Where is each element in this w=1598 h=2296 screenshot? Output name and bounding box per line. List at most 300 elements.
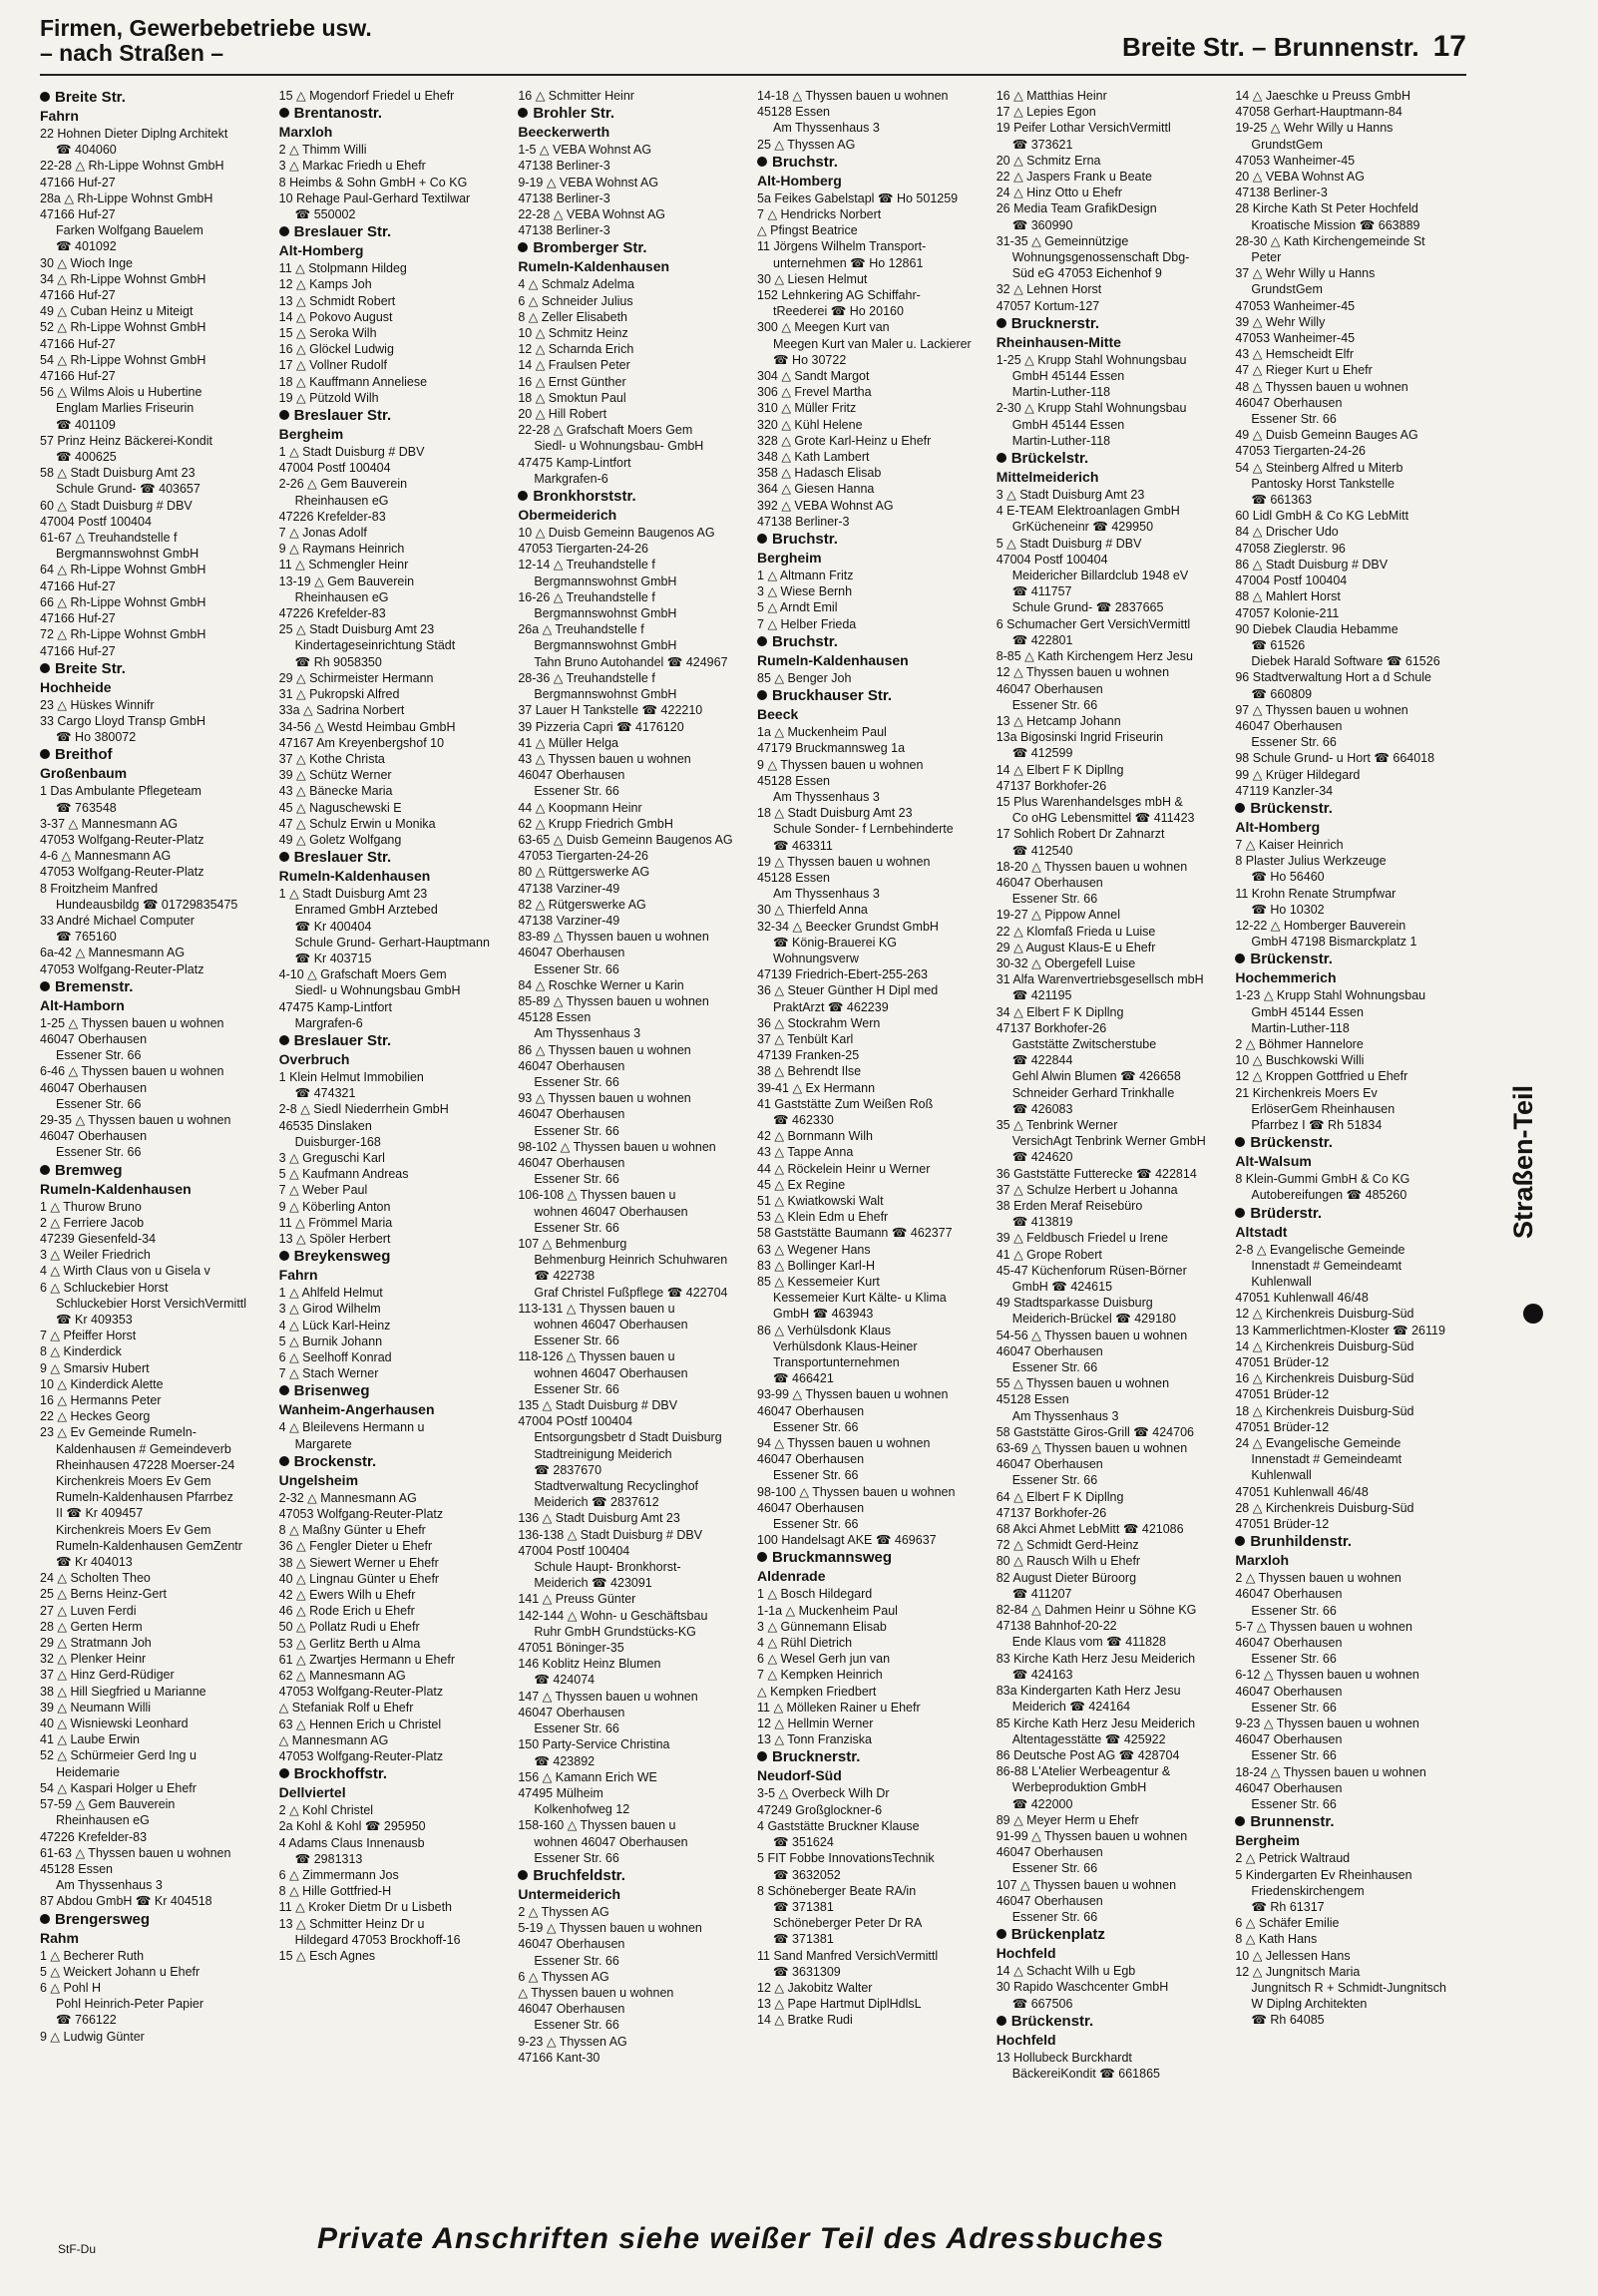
directory-entry: PraktArzt ☎ 462239 [773,999,889,1014]
directory-entry: 86 △ Stadt Duisburg # DBV [1235,557,1389,572]
street-heading [1235,1204,1466,1223]
directory-entry: 20 △ Hill Robert [518,407,607,422]
directory-entry: Pfarrbez I ☎ Rh 51834 [1251,1117,1383,1132]
directory-entry: ☎ 2981313 [294,1851,363,1866]
directory-entry: 30 △ Wioch Inge [40,255,133,270]
directory-entry: 10 △ Schmitz Heinz [518,326,628,341]
directory-entry: 16-26 △ Treuhandstelle f [518,589,655,604]
directory-entry: 26a △ Treuhandstelle f [518,622,644,637]
district-name: Fahrn [40,108,79,124]
directory-entry: Transportunternehmen [773,1355,900,1370]
directory-entry: Englam Marlies Friseurin [56,401,195,416]
directory-entry: ☎ 463311 [773,838,833,853]
directory-entry: Rumeln-Kaldenhausen GemZentr [56,1538,242,1553]
directory-entry: ☎ 411207 [1011,1586,1072,1601]
directory-entry: 30 △ Thierfeld Anna [757,903,868,918]
directory-entry: 29 △ August Klaus-E u Ehefr [996,940,1156,955]
directory-entry: 47053 Tiergarten-24-26 [518,849,648,864]
directory-entry: 14 △ Fraulsen Peter [518,358,630,373]
street-name: Brückelstr. [1010,450,1089,468]
street-section [279,1452,511,1764]
directory-entry: 47004 Postf 100404 [1235,574,1348,588]
directory-entry: GrundstGem [1251,282,1323,297]
directory-column [757,88,989,2212]
directory-entry: Peter [1251,250,1282,265]
directory-entry: 364 △ Giesen Hanna [757,482,875,497]
directory-entry: 26 Media Team GrafikDesign [996,201,1157,216]
directory-entry: 53 △ Gerlitz Berth u Alma [278,1636,421,1651]
street-name: Brückenstr. [1250,799,1333,817]
directory-entry: 31 Alfa Warenvertriebsgesellsch mbH [996,972,1204,987]
directory-entry: 19 Peifer Lothar VersichVermittl [996,121,1171,136]
district-name: Marxloh [278,124,333,141]
directory-entry: 4 △ Bleilevens Hermann u [278,1420,425,1435]
directory-entry: 45128 Essen [996,1392,1069,1407]
directory-entry: 22 Hohnen Dieter Diplng Architekt [40,127,228,141]
directory-entry: 5 Kindergarten Ev Rheinhausen [1235,1867,1412,1882]
directory-entry: 88 △ Mahlert Horst [1235,589,1341,604]
directory-entry: 5 △ Weickert Johann u Ehefr [40,1964,200,1979]
directory-entry: Kuhlenwall [1251,1468,1312,1483]
directory-entry: ☎ 2837670 [534,1462,602,1477]
directory-entry: 47053 Wolfgang-Reuter-Platz [40,865,204,880]
directory-entry: 328 △ Grote Karl-Heinz u Ehefr [757,433,932,448]
directory-entry: Kroatische Mission ☎ 663889 [1251,217,1420,232]
bullet-icon [997,453,1006,463]
directory-entry: 9 △ Köberling Anton [278,1199,391,1214]
directory-entry: GmbH 45144 Essen [1011,417,1125,432]
street-heading [1235,1812,1466,1831]
directory-entry: Enramed GmbH Arztebed [294,903,438,918]
directory-entry: 46047 Oberhausen [518,1058,625,1073]
directory-entry: 25 △ Stadt Duisburg Amt 23 [278,622,435,637]
directory-entry: 4 △ Wirth Claus von u Gisela v [40,1264,210,1279]
directory-entry: Am Thyssenhaus 3 [534,1026,641,1041]
street-heading [997,449,1228,468]
directory-entry: 46047 Oberhausen [757,1500,865,1515]
directory-entry: 48 △ Thyssen bauen u wohnen [1235,379,1408,394]
directory-entry: 9-23 △ Thyssen bauen u wohnen [1235,1717,1419,1731]
directory-entry: GmbH 45144 Essen [1251,1004,1364,1019]
directory-entry: 25 △ Berns Heinz-Gert [40,1587,168,1602]
directory-entry: 10 △ Kinderdick Alette [40,1376,164,1391]
directory-entry: 3 △ Weiler Friedrich [40,1248,151,1263]
directory-entry: 83a Kindergarten Kath Herz Jesu [996,1684,1181,1699]
directory-entry: 46047 Oberhausen [996,681,1103,696]
directory-entry: 12 △ Thyssen bauen u wohnen [996,665,1170,680]
directory-entry: Schule Grund- ☎ 2837665 [1011,600,1164,615]
district-name: Alt-Hamborn [40,996,125,1013]
directory-entry: 141 △ Preuss Günter [518,1592,636,1607]
bullet-icon [757,1552,767,1562]
directory-entry: 2-8 △ Evangelische Gemeinde [1235,1242,1405,1257]
directory-entry: 47051 Kuhlenwall 46/48 [1235,1291,1369,1306]
directory-entry: 47119 Kanzler-34 [1235,783,1334,798]
directory-entry: Kuhlenwall [1251,1275,1312,1289]
directory-entry: 13 Kammerlichtmen-Kloster ☎ 26119 [1235,1323,1445,1338]
directory-entry: 54 △ Rh-Lippe Wohnst GmbH [40,352,206,367]
directory-entry: 64 △ Elbert F K Dipllng [996,1489,1124,1504]
directory-entry: 57-59 △ Gem Bauverein [40,1797,176,1812]
directory-entry: 42 △ Bornmann Wilh [757,1129,873,1144]
street-name: Brückenstr. [1010,2012,1094,2030]
directory-entry: 52 △ Schürmeier Gerd Ing u [40,1748,197,1763]
directory-entry: Autobereifungen ☎ 485260 [1251,1188,1407,1203]
directory-entry: 135 △ Stadt Duisburg # DBV [518,1398,678,1413]
district-name: Neudorf-Süd [757,1767,842,1784]
directory-entry: 46047 Oberhausen [518,768,625,783]
directory-entry: 62 △ Krupp Friedrich GmbH [518,816,673,831]
directory-entry: 38 △ Siewert Werner u Ehefr [278,1555,439,1570]
street-section [1235,1532,1466,1812]
directory-entry: GmbH 47198 Bismarckplatz 1 [1251,935,1417,950]
directory-entry: Essener Str. 66 [1011,1909,1098,1924]
directory-entry: 43 △ Tappe Anna [757,1145,854,1160]
directory-entry: Pantosky Horst Tankstelle [1251,476,1395,491]
directory-entry: 39 △ Feldbusch Friedel u Irene [996,1231,1168,1246]
directory-entry: 5 △ Burnik Johann [278,1334,383,1348]
directory-entry: Ende Klaus vom ☎ 411828 [1011,1635,1167,1650]
directory-column [279,88,511,2212]
directory-entry: 47053 Wolfgang-Reuter-Platz [278,1685,444,1700]
directory-entry: 3-37 △ Mannesmann AG [40,816,179,831]
directory-entry: 46047 Oberhausen [1235,395,1343,410]
street-heading [757,1548,989,1567]
directory-entry: 358 △ Hadasch Elisab [757,466,882,481]
directory-entry: 37 △ Kothe Christa [278,751,385,766]
directory-entry: Pohl Heinrich-Peter Papier [56,1997,203,2012]
directory-entry: 22-28 △ VEBA Wohnst AG [518,207,665,222]
directory-entry: 47167 Am Kreyenbergshof 10 [278,735,445,750]
directory-entry: 47051 Brüder-12 [1235,1419,1330,1434]
directory-entry: 41 △ Müller Helga [518,735,618,750]
directory-entry: 37 △ Tenbült Karl [757,1031,854,1046]
directory-entry: Essener Str. 66 [1011,1473,1098,1488]
directory-entry: 47138 Berliner-3 [518,191,610,205]
directory-entry: 46047 Oberhausen [518,946,625,960]
directory-entry: 46047 Oberhausen [1235,1684,1343,1699]
directory-entry: Schluckebier Horst VersichVermittl [56,1296,247,1311]
street-name: Brückenplatz [1010,1926,1105,1944]
page-header-right [1122,30,1466,64]
directory-entry: 320 △ Kühl Helene [757,417,863,432]
directory-entry: 45128 Essen [757,870,830,885]
bullet-icon [1235,1816,1245,1826]
directory-entry: 47138 Varziner-49 [518,913,620,928]
district-name: Altstadt [1235,1223,1288,1240]
directory-entry: Schule Grund- Gerhart-Hauptmann [294,935,490,950]
directory-entry: 46047 Oberhausen [40,1031,148,1046]
directory-entry: 37 △ Hinz Gerd-Rüdiger [40,1668,175,1683]
directory-entry: ☎ 3631309 [773,1964,841,1979]
directory-entry: 16 △ Hermanns Peter [40,1393,162,1408]
directory-entry: Meiderich ☎ 2837612 [534,1495,659,1510]
directory-entry: 4 △ Schmalz Adelma [518,277,634,292]
directory-entry: 49 Stadtsparkasse Duisburg [996,1296,1153,1311]
directory-entry: 39 △ Wehr Willy [1235,314,1326,329]
street-section [997,88,1228,314]
bullet-icon [1523,1304,1543,1324]
directory-entry: 4 Adams Claus Innenausb [278,1835,425,1850]
directory-entry: 28-30 △ Kath Kirchengemeinde St [1235,233,1425,248]
bullet-icon [279,226,289,236]
directory-entry: Essener Str. 66 [773,1419,859,1434]
directory-entry: 45128 Essen [757,773,830,788]
directory-entry: Schöneberger Peter Dr RA [773,1916,923,1931]
directory-entry: 47053 Wanheimer-45 [1235,331,1356,346]
directory-entry: 2-32 △ Mannesmann AG [278,1490,417,1505]
directory-entry: 14-18 △ Thyssen bauen u wohnen [757,89,949,103]
street-section [279,848,511,1031]
directory-entry: 28 △ Kirchenkreis Duisburg-Süd [1235,1500,1414,1515]
directory-entry: ☎ 404060 [56,143,117,158]
directory-entry: 37 Lauer H Tankstelle ☎ 422210 [518,703,703,718]
directory-entry: 47137 Borkhofer-26 [996,1020,1107,1035]
directory-entry: Am Thyssenhaus 3 [773,789,880,804]
directory-entry: 6a-42 △ Mannesmann AG [40,946,186,960]
directory-entry: 3-5 △ Overbeck Wilh Dr [757,1786,890,1801]
directory-entry: 82-84 △ Dahmen Heinr u Söhne KG [996,1603,1197,1618]
bullet-icon [279,1035,289,1045]
directory-entry: 18-24 △ Thyssen bauen u wohnen [1235,1764,1426,1779]
directory-entry: ☎ 667506 [1011,1996,1073,2011]
directory-entry: 63-69 △ Thyssen bauen u wohnen [996,1441,1188,1456]
directory-entry: 1-5 △ VEBA Wohnst AG [518,143,652,158]
district-name: Beeckerwerth [518,124,610,141]
street-section [757,88,989,153]
directory-entry: 9-19 △ VEBA Wohnst AG [518,175,659,190]
directory-entry: 6 △ Zimmermann Jos [278,1868,399,1883]
directory-entry: 45128 Essen [757,105,830,120]
directory-entry: Am Thyssenhaus 3 [773,121,880,136]
district-name: Rumeln-Kaldenhausen [518,258,670,275]
directory-entry: 47139 Friedrich-Ebert-255-263 [757,967,928,982]
header-divider [40,74,1466,76]
directory-entry: Rheinhausen eG [56,1813,150,1828]
directory-entry: 46047 Oberhausen [996,1457,1103,1472]
street-section [40,977,271,1161]
directory-column [1235,88,1466,2212]
directory-entry: 97 △ Thyssen bauen u wohnen [1235,702,1408,717]
directory-entry: 1-25 △ Krupp Stahl Wohnungsbau [996,352,1187,367]
directory-entry: △ Pfingst Beatrice [757,223,858,238]
directory-entry: 20 △ VEBA Wohnst AG [1235,170,1365,185]
directory-entry: 80 △ Rausch Wilh u Ehefr [996,1554,1141,1569]
district-name: Großenbaum [40,765,128,782]
directory-entry: 54-56 △ Thyssen bauen u wohnen [996,1328,1188,1342]
directory-entry: 7 △ Helber Frieda [757,616,857,631]
directory-entry: 2-26 △ Gem Bauverein [278,477,408,492]
directory-entry: 28 △ Gerten Herm [40,1619,143,1634]
bullet-icon [1235,803,1245,813]
directory-entry: Essener Str. 66 [534,1123,619,1138]
directory-entry: 19 △ Thyssen bauen u wohnen [757,854,931,869]
directory-entry: Kolkenhofweg 12 [534,1802,630,1817]
directory-entry: Schule Grund- ☎ 403657 [56,482,200,497]
directory-entry: 33a △ Sadrina Norbert [278,703,405,718]
directory-entry: 11 Jörgens Wilhelm Transport- [757,239,927,254]
directory-entry: 2 △ Thyssen bauen u wohnen [1235,1571,1401,1586]
directory-entry: 2 △ Thyssen AG [518,1904,609,1919]
directory-entry: Diebek Harald Software ☎ 61526 [1251,654,1440,669]
street-heading [757,632,989,651]
directory-entry: 85 Kirche Kath Herz Jesu Meiderich [996,1716,1196,1730]
directory-entry: Bergmannswohnst GmbH [534,606,677,621]
directory-entry: 15 △ Mogendorf Friedel u Ehefr [278,89,455,103]
directory-entry: 1 △ Thurow Bruno [40,1199,142,1214]
directory-entry: 43 △ Hemscheidt Elfr [1235,347,1355,362]
directory-entry: Duisburger-168 [294,1134,381,1149]
bullet-icon [40,1914,50,1924]
directory-entry: ☎ 766122 [56,2013,117,2028]
directory-entry: 10 △ Buschkowski Willi [1235,1053,1365,1068]
directory-entry: Süd eG 47053 Eichenhof 9 [1011,266,1162,281]
directory-entry: 1-25 △ Thyssen bauen u wohnen [40,1015,224,1030]
directory-entry: 1 △ Altmann Fritz [757,569,854,583]
directory-entry: Bergmannswohnst GmbH [534,638,677,653]
directory-entry: 4 △ Lück Karl-Heinz [278,1318,391,1333]
directory-entry: 14 △ Kirchenkreis Duisburg-Süd [1235,1339,1414,1353]
district-name: Alt-Homberg [1235,818,1321,835]
directory-entry: ☎ 371381 [773,1899,834,1914]
directory-entry: 46047 Oberhausen [40,1129,148,1144]
directory-entry: ☎ Kr 409353 [56,1313,133,1327]
directory-entry: 1 △ Stadt Duisburg Amt 23 [278,887,428,902]
street-name: Bruckmannsweg [772,1549,893,1567]
directory-entry: Kirchenkreis Moers Ev Gem [56,1474,211,1489]
directory-entry: 34 △ Rh-Lippe Wohnst GmbH [40,271,206,286]
directory-entry: 47051 Brüder-12 [1235,1355,1330,1370]
directory-entry: 18 △ Smoktun Paul [518,390,626,405]
directory-entry: wohnen 46047 Oberhausen [534,1365,688,1380]
directory-entry: 2-30 △ Krupp Stahl Wohnungsbau [996,401,1187,416]
directory-entry: ☎ 61526 [1251,637,1306,652]
directory-entry: ☎ 401092 [56,239,117,254]
directory-entry: ☎ 412599 [1011,746,1073,761]
street-section [997,449,1228,1925]
directory-entry: 47249 Großglockner-6 [757,1802,883,1817]
directory-entry: 47051 Brüder-12 [1235,1517,1330,1532]
directory-entry: 34-56 △ Westd Heimbau GmbH [278,719,456,734]
directory-entry: 86-88 L'Atelier Werbeagentur & [996,1764,1171,1779]
directory-entry: 39 △ Neumann Willi [40,1700,152,1715]
directory-entry: 11 Sand Manfred VersichVermittl [757,1948,939,1963]
directory-entry: 47139 Franken-25 [757,1048,860,1063]
directory-columns [40,88,1466,2212]
directory-entry: Essener Str. 66 [534,961,619,976]
directory-entry: ☎ Rh 61317 [1251,1899,1325,1914]
directory-entry: 47166 Huf-27 [40,578,116,593]
bullet-icon [757,690,767,700]
district-name: Bergheim [278,426,344,443]
directory-entry: 28 Kirche Kath St Peter Hochfeld [1235,201,1418,216]
directory-entry: 86 Deutsche Post AG ☎ 428704 [996,1747,1180,1762]
directory-entry: 13 Hollubeck Burckhardt [996,2050,1132,2065]
directory-entry: 45128 Essen [518,1010,592,1025]
directory-entry: ☎ König-Brauerei KG [773,935,897,950]
directory-entry: 85 △ Kessemeier Kurt [757,1275,880,1289]
street-heading [997,1925,1228,1944]
street-name: Brückenstr. [1250,1134,1333,1152]
directory-entry: 47004 Postf 100404 [278,461,391,476]
district-name: Rumeln-Kaldenhausen [757,651,909,668]
directory-entry: ☎ 360990 [1011,217,1073,232]
directory-entry: 82 △ Rütgerswerke AG [518,897,646,912]
directory-entry: 57 Prinz Heinz Bäckerei-Kondit [40,433,212,448]
directory-entry: ☎ 412540 [1011,843,1073,858]
directory-entry: 17 △ Lepies Egon [996,105,1096,120]
directory-entry: 47495 Mülheim [518,1785,603,1800]
directory-entry: 68 Akci Ahmet LebMitt ☎ 421086 [996,1522,1184,1537]
directory-entry: 47137 Borkhofer-26 [996,778,1107,793]
bullet-icon [40,663,50,673]
directory-entry: Gaststätte Zwitscherstube [1011,1036,1157,1051]
directory-entry: 54 △ Kaspari Holger u Ehefr [40,1780,197,1795]
directory-entry: 34 △ Elbert F K Dipllng [996,1004,1124,1019]
bullet-icon [518,108,528,118]
directory-entry: Essener Str. 66 [56,1145,142,1160]
directory-entry: 42 △ Ewers Wilh u Ehefr [278,1588,416,1603]
directory-entry: 7 △ Jonas Adolf [278,526,367,541]
street-section [997,2012,1228,2082]
directory-entry: 47053 Tiergarten-24-26 [1235,444,1367,459]
directory-entry: 47057 Kolonie-211 [1235,605,1340,620]
directory-entry: 47138 Berliner-3 [518,223,610,238]
directory-entry: 16 △ Matthias Heinr [996,89,1107,103]
directory-entry: 46047 Oberhausen [996,1893,1103,1908]
directory-entry: 30 △ Liesen Helmut [757,271,868,286]
street-section [1235,1812,1466,2028]
directory-entry: 2a Kohl & Kohl ☎ 295950 [278,1819,426,1834]
directory-entry: 44 △ Röckelein Heinr u Werner [757,1161,931,1176]
directory-entry: 9 △ Smarsiv Hubert [40,1360,150,1375]
directory-entry: 10 △ Jellessen Hans [1235,1948,1351,1963]
directory-entry: 47053 Wolfgang-Reuter-Platz [278,1507,444,1522]
street-name: Breithof [55,746,113,764]
directory-entry: 9 △ Thyssen bauen u wohnen [757,757,924,772]
district-name: Alt-Homberg [757,172,842,189]
directory-entry: 53 △ Klein Edm u Ehefr [757,1210,889,1225]
directory-entry: 8 Plaster Julius Werkzeuge [1235,854,1387,869]
bullet-icon [997,2016,1006,2026]
directory-entry: 39-41 △ Ex Hermann [757,1080,876,1095]
directory-entry: Margarete [294,1436,352,1451]
directory-entry: 16 △ Glöckel Ludwig [278,342,394,357]
directory-entry: Essener Str. 66 [1011,1360,1098,1375]
directory-entry: 16 △ Schmitter Heinr [518,89,634,103]
directory-entry: 45-47 Küchenforum Rüsen-Börner [996,1263,1187,1278]
directory-entry: 87 Abdou GmbH ☎ Kr 404518 [40,1894,212,1909]
directory-entry: 14 △ Bratke Rudi [757,2013,853,2028]
directory-entry: Siedl- u Wohnungsbau GmbH [294,983,461,998]
directory-entry: Essener Str. 66 [534,1220,619,1235]
street-heading [40,88,271,107]
directory-entry: 94 △ Thyssen bauen u wohnen [757,1436,931,1451]
street-heading [757,686,989,705]
directory-entry: 38 △ Behrendt Ilse [757,1064,862,1079]
bullet-icon [757,157,767,167]
street-heading [518,487,749,506]
directory-entry: 8-85 △ Kath Kirchengem Herz Jesu [996,649,1193,664]
directory-entry: ☎ 422000 [1011,1796,1073,1811]
directory-entry: 14 △ Schacht Wilh u Egb [996,1964,1136,1979]
directory-entry: Schule Sonder- f Lernbehinderte [773,822,954,837]
street-heading [40,1910,271,1929]
directory-entry: Wohnungsverw [773,951,859,965]
street-name: Brisenweg [293,1382,370,1400]
directory-entry: 7 △ Pfeiffer Horst [40,1329,137,1343]
directory-entry: 16 △ Kirchenkreis Duisburg-Süd [1235,1371,1414,1386]
